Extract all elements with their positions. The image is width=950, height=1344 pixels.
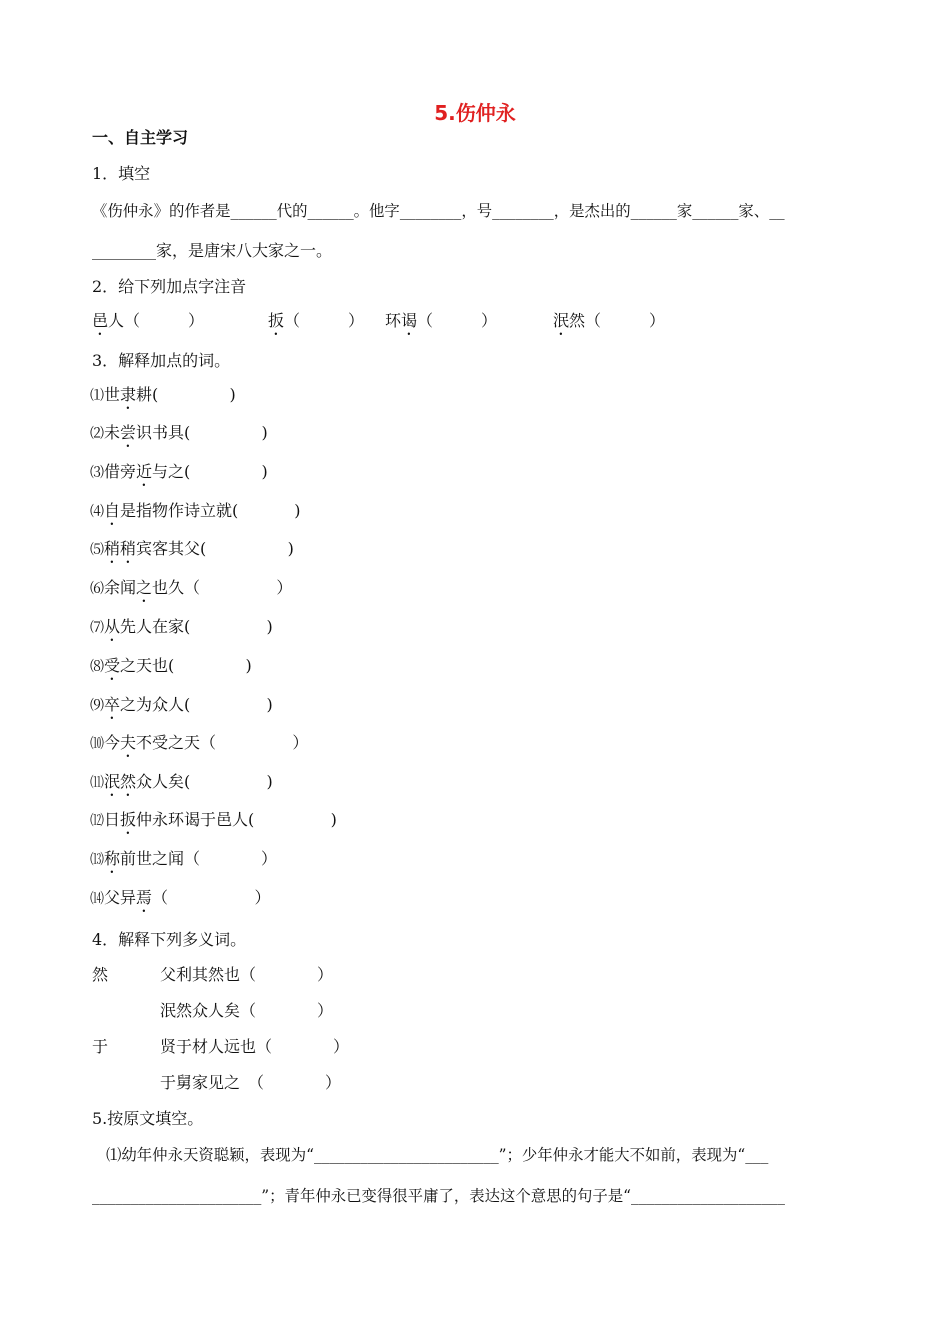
dotted-word: 近 [136, 462, 153, 481]
dotted-char: 邑 [92, 311, 109, 330]
q3-item [90, 849, 277, 877]
q3-item [90, 385, 236, 413]
dotted-word: 夫 [120, 733, 137, 752]
item-pre: 未 [104, 423, 121, 442]
item-number: ⑾ [90, 775, 104, 791]
item-post: 仲永环谒于邑人( ) [136, 810, 337, 829]
q1-heading: 1．填空 [92, 164, 151, 183]
item-number: ⑹ [90, 581, 104, 597]
q2-item-post: （ ） [284, 311, 365, 330]
q1-line2: ________家，是唐宋八大家之一。 [92, 241, 333, 260]
q4-word: 于 [92, 1037, 109, 1056]
q3-item [90, 656, 252, 684]
item-post: 不受之天（ ） [136, 733, 309, 752]
item-post: 先人在家( ) [120, 617, 273, 636]
dotted-word: 卒 [104, 695, 121, 714]
item-post: 前世之闻（ ） [120, 849, 278, 868]
item-number: ⑵ [90, 426, 104, 442]
q5-line1: ⑴幼年仲永天资聪颖，表现为“________________________”；少年仲永才能大不如前，表现为“___ [106, 1146, 769, 1164]
q2-item-3 [385, 311, 497, 339]
item-post: 与之( ) [152, 462, 268, 481]
dotted-word: 自 [104, 501, 121, 520]
q3-item [90, 617, 273, 645]
item-pre: 父异 [104, 888, 137, 907]
dotted-char: 泯 [553, 311, 570, 330]
item-pre: 今 [104, 733, 121, 752]
q2-item-2 [268, 311, 364, 339]
item-post: 识书具( ) [136, 423, 268, 442]
item-number: ⑴ [90, 388, 104, 404]
q3-item [90, 578, 292, 606]
item-pre: 世 [104, 385, 121, 404]
q5-heading: 5.按原文填空。 [92, 1109, 204, 1128]
q3-item [90, 462, 268, 490]
q3-item [90, 501, 300, 529]
q3-item [90, 733, 308, 761]
q4-sentence: 于舅家见之 （ ） [160, 1073, 342, 1092]
document-title: 5.伤仲永 [434, 101, 516, 125]
item-number: ⒁ [90, 891, 104, 907]
q3-item [90, 539, 294, 567]
item-post: 之天也( ) [120, 656, 252, 675]
q3-heading: 3．解释加点的词。 [92, 351, 231, 370]
dotted-char: 扳 [268, 311, 285, 330]
item-number: ⑺ [90, 620, 104, 636]
q2-item-4 [553, 311, 665, 339]
item-number: ⑷ [90, 504, 104, 520]
item-post: 众人矣( ) [136, 772, 273, 791]
item-post: 之为众人( ) [120, 695, 273, 714]
dotted-word: 称 [104, 849, 121, 868]
q3-item [90, 695, 273, 723]
dotted-word: 尝 [120, 423, 137, 442]
item-number: ⑻ [90, 659, 104, 675]
item-post: 宾客其父( ) [136, 539, 294, 558]
item-post: 耕( ) [136, 385, 236, 404]
dotted-char: 谒 [401, 311, 418, 330]
q2-item-post: 然（ ） [569, 311, 666, 330]
q3-item [90, 423, 268, 451]
dotted-word: 稍稍 [104, 539, 137, 558]
item-number: ⑿ [90, 813, 104, 829]
item-pre: 借旁 [104, 462, 137, 481]
q4-sentence: 贤于材人远也（ ） [160, 1037, 350, 1056]
item-number: ⑶ [90, 465, 104, 481]
item-post: 是指物作诗立就( ) [120, 501, 301, 520]
q4-sentence: 父利其然也（ ） [160, 965, 334, 984]
q4-heading: 4．解释下列多义词。 [92, 930, 247, 949]
dotted-word: 之 [136, 578, 153, 597]
item-number: ⑸ [90, 542, 104, 558]
item-pre: 日 [104, 810, 121, 829]
q2-item-post: （ ） [417, 311, 498, 330]
dotted-word: 扳 [120, 810, 137, 829]
q3-item [90, 772, 273, 800]
q5-line2: ______________________”；青年仲永已变得很平庸了，表达这个意思的句子是“____________________ [92, 1187, 785, 1205]
item-number: ⑼ [90, 698, 104, 714]
q3-item [90, 888, 271, 916]
item-number: ⒀ [90, 852, 104, 868]
q3-item [90, 810, 337, 838]
q2-item-1 [92, 311, 204, 339]
item-post: （ ） [152, 888, 271, 907]
item-post: 也久（ ） [152, 578, 293, 597]
item-pre: 余闻 [104, 578, 137, 597]
dotted-word: 泯然 [104, 772, 137, 791]
q4-word: 然 [92, 965, 109, 984]
section-heading: 一、自主学习 [92, 128, 189, 147]
q2-item-pre: 环 [385, 311, 402, 330]
q1-line1: 《伤仲永》的作者是______代的______。他字________，号________，是杰出的______家______家、__ [92, 202, 785, 220]
dotted-word: 焉 [136, 888, 153, 907]
q2-heading: 2．给下列加点字注音 [92, 277, 247, 296]
q2-item-post: 人（ ） [108, 311, 205, 330]
item-number: ⑽ [90, 736, 104, 752]
dotted-word: 隶 [120, 385, 137, 404]
dotted-word: 受 [104, 656, 121, 675]
dotted-word: 从 [104, 617, 121, 636]
q4-sentence: 泯然众人矣（ ） [160, 1001, 334, 1020]
